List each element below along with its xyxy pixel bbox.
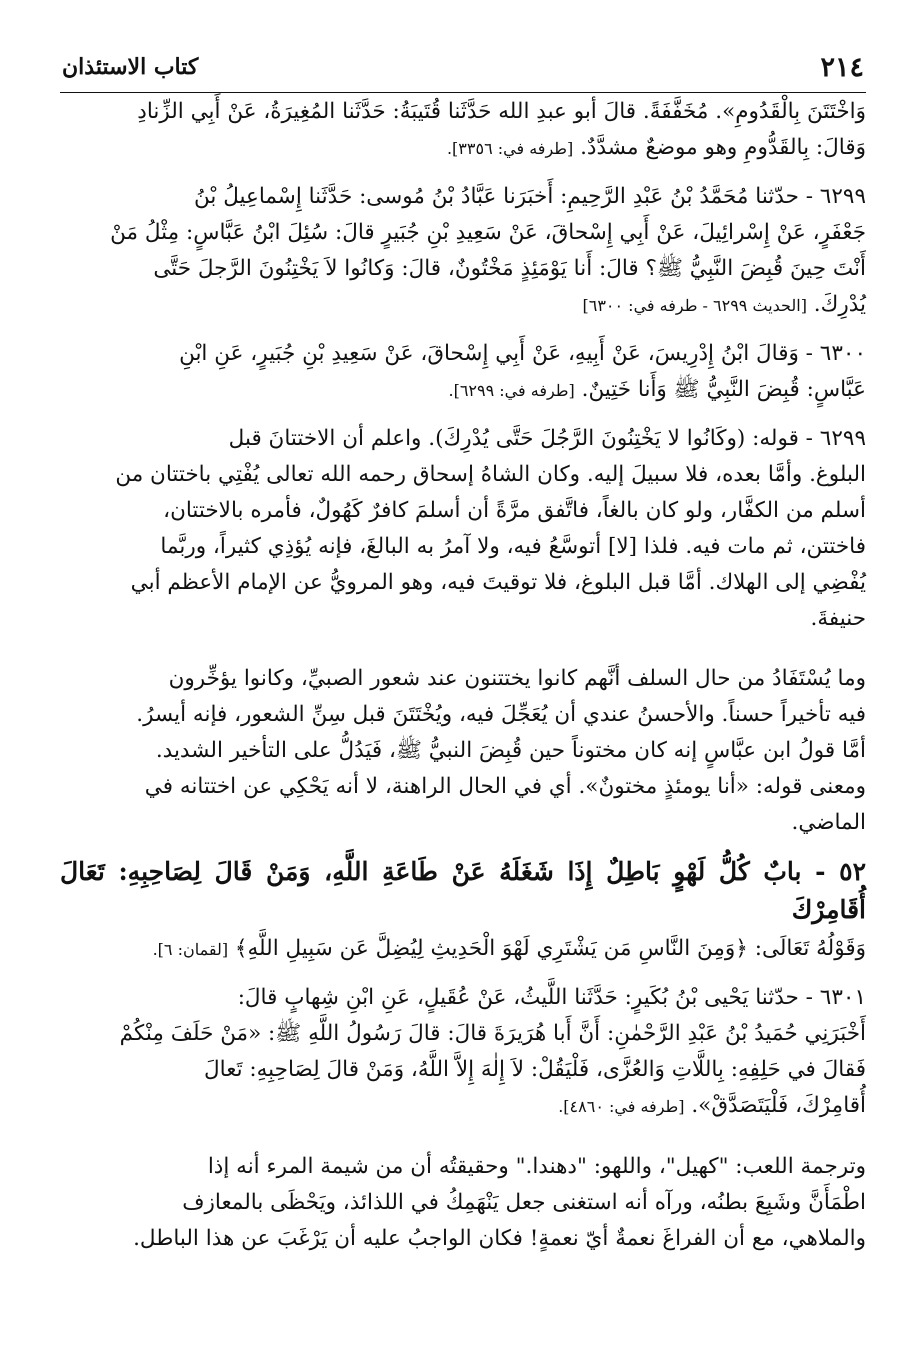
hadith-continuation: [60, 94, 866, 167]
chapter-52: [60, 853, 866, 968]
hadith-6301: [60, 980, 866, 1125]
text-line: ٦٢٩٩ - حدّثنا مُحَمَّدُ بْنُ عَبْدِ الرَّحِيمِ: أَخبَرَنا عَبَّادُ بْنُ مُوسى: حَدَّثَنا إِسْماعِيلُ بْنُ: [194, 184, 866, 209]
header-rule: [60, 92, 866, 93]
text-line: البلوغ. وأمَّا بعده، فلا سبيلَ إليه. وكان الشاهُ إسحاق رحمه الله تعالى يُفْتِي باختتان من: [115, 462, 866, 487]
text-line: يُفْضِي إلى الهلاك. أمَّا قبل البلوغ، فلا توقيتَ فيه، وهو المرويُّ عن الإمام الأعظم أبي: [130, 570, 866, 595]
page-content: [60, 94, 866, 1257]
text-line: فَقالَ في حَلِفِهِ: بِاللَّاتِ وَالعُزَّى، فَلْيَقُلْ: لاَ إِلٰهَ إِلاَّ اللَّهُ، وَمَنْ قالَ لِصَاحِبِهِ: تَعالَ: [204, 1057, 866, 1082]
text-line: وترجمة اللعب: "كهيل"، واللهو: "دهندا." وحقيقتُه أن من شيمة المرء أنه إذا: [207, 1154, 866, 1179]
text-line: وَقالَ: بِالقَدُّومِ وهو موضعٌ مشدَّدٌ. [طرفه في: ٣٣٥٦].: [446, 135, 866, 160]
cross-reference: [طرفه في: ٣٣٥٦].: [446, 139, 574, 158]
cross-reference: [طرفه في: ٦٢٩٩].: [448, 381, 575, 400]
text-line: أَنْتَ حِينَ قُبِضَ النَّبِيُّ ﷺ؟ قالَ: أَنا يَوْمَئِذٍ مَخْتُونٌ، قالَ: وَكانُوا لاَ يَخْتِنُونَ الرَّجلَ حَتَّى: [153, 256, 866, 281]
page-header: [60, 0, 866, 94]
hadith-6299: [60, 179, 866, 324]
commentary-6301: [60, 1149, 866, 1257]
cross-reference: [لقمان: ٦].: [152, 940, 229, 959]
book-title: كتاب الاستئذان: [62, 54, 199, 80]
hadith-6300: [60, 336, 866, 409]
text-line: وَاخْتَتَنَ بِالْقَدُومِ». مُخَفَّفَةً. قالَ أبو عبدِ الله حَدَّثَنا قُتَيبَةُ: حَدَّثَنا المُغِيرَةُ، عَنْ أَبِي الزِّنادِ: [137, 99, 866, 124]
text-line: أَخْبَرَنِي حُمَيدُ بْنُ عَبْدِ الرَّحْمٰنِ: أَنَّ أَبا هُرَيرَةَ قالَ: قالَ رَسُولُ اللَّهِ ﷺ: «مَنْ حَلَفَ مِنْكُمْ: [119, 1021, 866, 1046]
text-line: فيه تأخيراً حسناً. والأحسنُ عندي أن يُعَجِّلَ فيه، ويُخْتَتَنَ قبل سِنِّ الشعور، فإنه أيسرُ.: [136, 702, 866, 727]
text-line: عَبَّاسٍ: قُبِضَ النَّبِيُّ ﷺ وَأَنا خَتِينٌ. [طرفه في: ٦٢٩٩].: [448, 377, 866, 402]
page-number: ٢١٤: [820, 52, 864, 83]
text-line: وما يُسْتَفَادُ من حال السلف أنَّهم كانوا يختتنون عند شعور الصبيِّ، وكانوا يؤخِّرون: [168, 666, 866, 691]
text-line: فاختتن، ثم مات فيه. فلذا [لا] أتوسَّعُ فيه، ولا آمرُ به البالغَ، فإنه يُؤذِي كثيراً، وربَّما: [160, 534, 866, 559]
commentary-continued: [60, 661, 866, 841]
text-line: يُدْرِكَ. [الحديث ٦٢٩٩ - طرفه في: ٦٣٠٠]: [582, 292, 866, 317]
chapter-title: ٥٢ - بابٌ كُلُّ لَهْوٍ بَاطِلٌ إِذَا شَغَلَهُ عَنْ طَاعَةِ اللَّهِ، وَمَنْ قَالَ لِصَاحِبِهِ: تَعَالَ أُقَامِرْكَ: [60, 857, 866, 924]
text-line: والملاهي، مع أن الفراغَ نعمةٌ أيّ نعمةٍ! فكان الواجبُ عليه أن يَرْغَبَ عن هذا الباطل.: [133, 1226, 866, 1251]
commentary-6299: [60, 421, 866, 637]
cross-reference: [طرفه في: ٤٨٦٠].: [558, 1097, 685, 1116]
text-line: جَعْفَرٍ، عَنْ إِسْرائِيلَ، عَنْ أَبِي إِسْحاقَ، عَنْ سَعِيدِ بْنِ جُبَيرٍ قالَ: سُئِلَ ابْنُ عَبَّاسٍ: مِثْلُ مَنْ: [110, 220, 866, 245]
text-line: ٦٣٠١ - حدّثنا يَحْيى بْنُ بُكَيرٍ: حَدَّثَنا اللَّيثُ، عَنْ عُقَيلٍ، عَنِ ابْنِ شِهابٍ قالَ:: [237, 985, 866, 1010]
text-line: الماضي.: [791, 810, 866, 835]
text-line: أسلم من الكفَّار، ولو كان بالغاً، فاتَّفق مرَّةً أن أسلمَ كافرٌ كَهُولٌ، فأمره بالاختتان،: [163, 498, 866, 523]
text-line: حنيفةَ.: [810, 606, 866, 631]
text-line: ومعنى قوله: «أنا يومئذٍ مختونٌ». أي في الحال الراهنة، لا أنه يَحْكِي عن اختتانه في: [144, 774, 866, 799]
cross-reference: [الحديث ٦٢٩٩ - طرفه في: ٦٣٠٠]: [582, 296, 807, 315]
text-line: أُقامِرْكَ، فَلْيَتَصَدَّقْ». [طرفه في: ٤٨٦٠].: [558, 1093, 866, 1118]
text-line: اطْمَأَنَّ وشَبِعَ بطنُه، ورآه أنه استغنى جعل يَنْهَمِكُ في اللذائذ، ويَحْظَى بالمعازف: [182, 1190, 866, 1215]
text-line: أمَّا قولُ ابن عبَّاسٍ إنه كان مختوناً حين قُبِضَ النبيُّ ﷺ، فَيَدُلُّ على التأخير الشديد.: [155, 738, 866, 763]
text-line: ٦٣٠٠ - وَقالَ ابْنُ إِدْرِيسَ، عَنْ أَبِيهِ، عَنْ أَبِي إِسْحاقَ، عَنْ سَعِيدِ بْنِ جُبَيرٍ، عَنِ ابْنِ: [179, 341, 866, 366]
text-line: وَقَوْلُهُ تَعَالَى: ﴿وَمِنَ النَّاسِ مَن يَشْتَرِي لَهْوَ الْحَدِيثِ لِيُضِلَّ عَن سَبِيلِ اللَّهِ﴾ [لقمان: ٦].: [152, 936, 866, 961]
text-line: ٦٢٩٩ - قوله: (وكَانُوا لا يَخْتِنُونَ الرَّجُلَ حَتَّى يُدْرِكَ). واعلم أن الاختتانَ قبل: [228, 426, 866, 451]
